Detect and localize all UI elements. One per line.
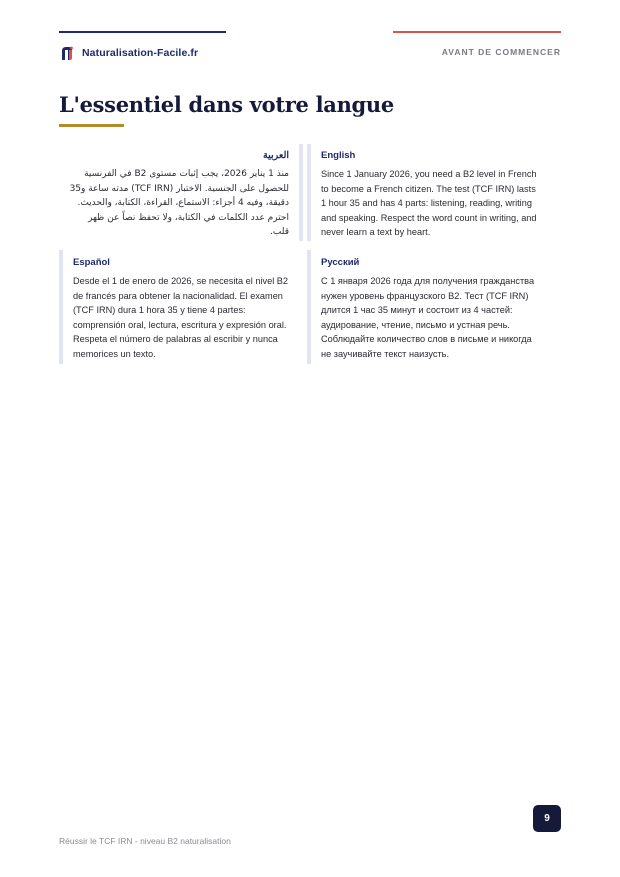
footer-text: Réussir le TCF IRN - niveau B2 naturalisation — [59, 836, 231, 846]
card-text: Since 1 January 2026, you need a B2 level in French to become a French citizen. The test (TCF IRN) lasts 1 hour 35 and has 4 parts: listening, reading, writing and speaking. Respect the word count in writing, and never learn a text by heart. — [321, 169, 537, 238]
card-language-label: العربية — [263, 150, 289, 161]
title-underline — [59, 124, 124, 127]
card-english — [307, 144, 551, 241]
card-arabic — [59, 144, 303, 241]
brand[interactable] — [59, 45, 198, 61]
page-number-badge: 9 — [533, 805, 561, 832]
card-language-label: Español — [73, 257, 110, 268]
card-language-label: English — [321, 150, 356, 161]
marianne-logo-icon — [59, 45, 74, 61]
card-text: Desde el 1 de enero de 2026, se necesita el nivel B2 de francés para obtener la nacionalidad. El examen (TCF IRN) dura 1 hora 35 y tiene 4 partes: comprensión oral, lectura, escritura y expresión oral. Respeta el número de palabras al escribir y nunca memorices un texto. — [73, 276, 289, 359]
brand-name: Naturalisation-Facile.fr — [82, 47, 199, 59]
page-title: L'essentiel dans votre langue — [59, 92, 394, 117]
card-language-label: Русский — [321, 257, 360, 268]
top-rule-red — [393, 31, 561, 33]
top-rule-navy — [59, 31, 226, 33]
card-russian — [307, 250, 551, 364]
card-spanish — [59, 250, 303, 364]
card-text: منذ 1 يناير 2026، يجب إثبات مستوى B2 في الفرنسية للحصول على الجنسية. الاختبار (TCF IRN) مدته ساعة و35 دقيقة، وفيه 4 أجزاء: الاستماع، القراءة، الكتابة، والحديث. احترم عدد الكلمات في الكتابة، ولا تحفظ نصاً عن ظهر قلب. — [69, 169, 289, 238]
section-label: AVANT DE COMMENCER — [441, 47, 561, 57]
card-text: С 1 января 2026 года для получения гражданства нужен уровень французского B2. Тест (TCF IRN) длится 1 час 35 минут и состоит из 4 частей: аудирование, чтение, письмо и устная речь. Соблюдайте количество слов в письме и никогда не заучивайте текст наизусть. — [321, 276, 535, 359]
